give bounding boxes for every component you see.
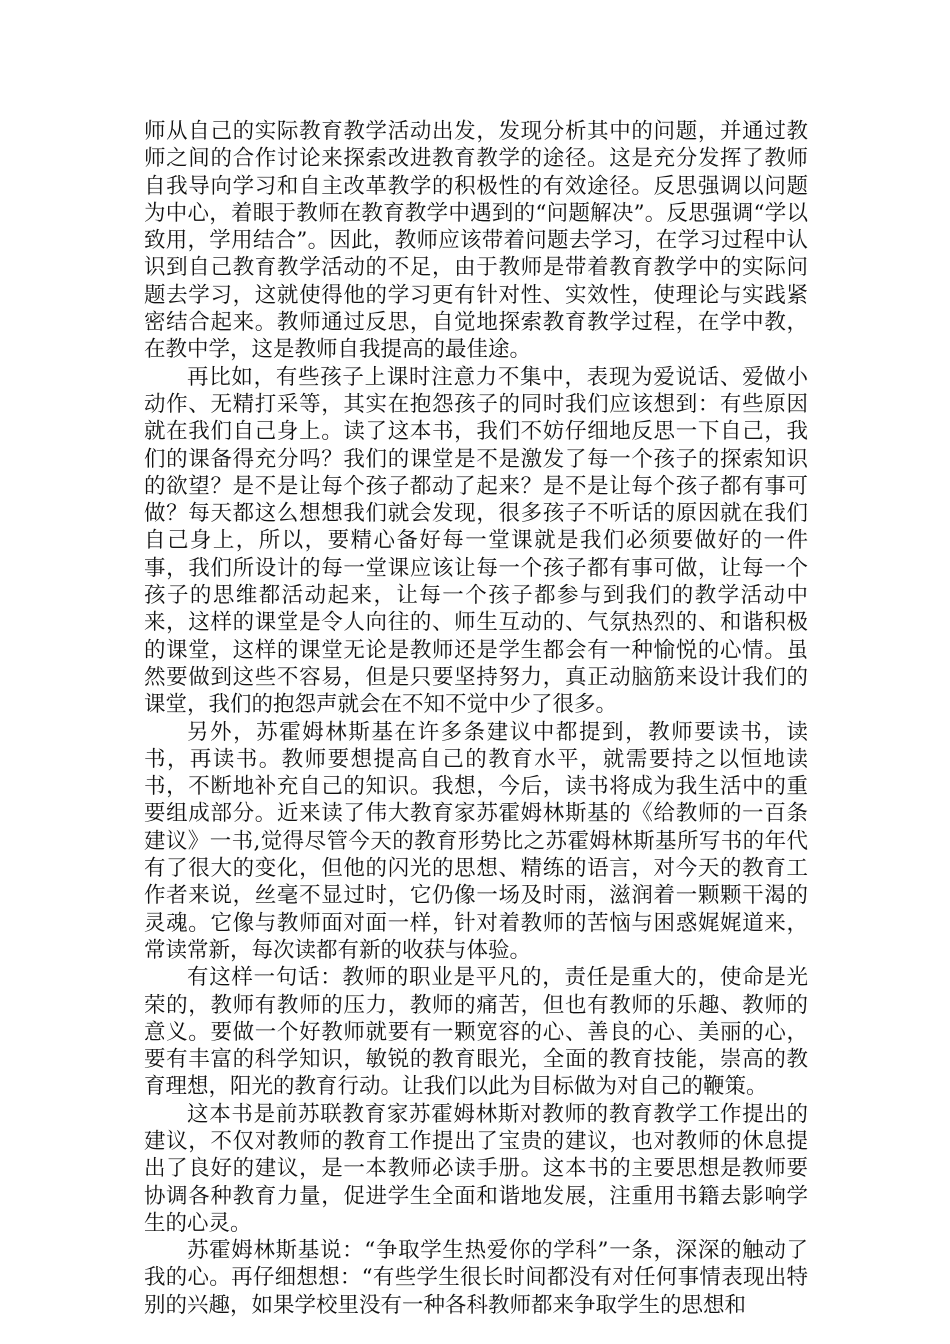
paragraph-teacher-profession: 有这样一句话：教师的职业是平凡的，责任是重大的，使命是光荣的，教师有教师的压力，教师的痛苦，但也有教师的乐趣、教师的意义。要做一个好教师就要有一颗宽容的心、善良的心、美丽的心，要有丰富的科学知识，敏锐的教育眼光，全面的教育技能，崇高的教育理想，阳光的教育行动。让我们以此为目标做为对自己的鞭策。 xyxy=(144,965,808,1100)
paragraph-reflection-example: 再比如，有些孩子上课时注意力不集中，表现为爱说话、爱做小动作、无精打采等，其实在抱怨孩子的同时我们应该想到：有些原因就在我们自己身上。读了这本书，我们不妨仔细地反思一下自己，我们的课备得充分吗？我们的课堂是不是激发了每一个孩子的探索知识的欲望？是不是让每个孩子都动了起来？是不是让每个孩子都有事可做？每天都这么想想我们就会发现，很多孩子不听话的原因就在我们自己身上，所以，要精心备好每一堂课就是我们必须要做好的一件事，我们所设计的每一堂课应该让每一个孩子都有事可做，让每一个孩子的思维都活动起来，让每一个孩子都参与到我们的教学活动中来，这样的课堂是令人向往的、师生互动的、气氛热烈的、和谐积极的课堂，这样的课堂无论是教师还是学生都会有一种愉悦的心情。虽然要做到这些不容易，但是只要坚持努力，真正动脑筋来设计我们的课堂，我们的抱怨声就会在不知不觉中少了很多。 xyxy=(144,364,808,718)
paragraph-book-summary: 这本书是前苏联教育家苏霍姆林斯对教师的教育教学工作提出的建议，不仅对教师的教育工作提出了宝贵的建议，也对教师的休息提出了良好的建议，是一本教师必读手册。这本书的主要思想是教师要协调各种教育力量，促进学生全面和谐地发展，注重用书籍去影响学生的心灵。 xyxy=(144,1101,808,1236)
paragraph-reading: 另外，苏霍姆林斯基在许多条建议中都提到，教师要读书，读书，再读书。教师要想提高自己的教育水平，就需要持之以恒地读书，不断地补充自己的知识。我想，今后，读书将成为我生活中的重要组成部分。近来读了伟大教育家苏霍姆林斯基的《给教师的一百条建议》一书,觉得尽管今天的教育形势比之苏霍姆林斯基所写书的年代有了很大的变化，但他的闪光的思想、精练的语言，对今天的教育工作者来说，丝毫不显过时，它仍像一场及时雨，滋润着一颗颗干渴的灵魂。它像与教师面对面一样，针对着教师的苦恼与困惑娓娓道来，常读常新，每次读都有新的收获与体验。 xyxy=(144,719,808,963)
paragraph-subject-love: 苏霍姆林斯基说：“争取学生热爱你的学科”一条，深深的触动了我的心。再仔细想想：“有些学生很长时间都没有对任何事情表现出特别的兴趣，如果学校里没有一种各科教师都来争取学生的思想和 xyxy=(144,1238,808,1318)
paragraph-continuation: 师从自己的实际教育教学活动出发，发现分析其中的问题，并通过教师之间的合作讨论来探索改进教育教学的途径。这是充分发挥了教师自我导向学习和自主改革教学的积极性的有效途径。反思强调以问题为中心，着眼于教师在教育教学中遇到的“问题解决”。反思强调“学以致用，学用结合”。因此，教师应该带着问题去学习，在学习过程中认识到自己教育教学活动的不足，由于教师是带着教育教学中的实际问题去学习，这就使得他的学习更有针对性、实效性，使理论与实践紧密结合起来。教师通过反思，自觉地探索教育教学过程，在学中教，在教中学，这是教师自我提高的最佳途。 xyxy=(144,119,808,363)
document-body xyxy=(144,118,808,1319)
